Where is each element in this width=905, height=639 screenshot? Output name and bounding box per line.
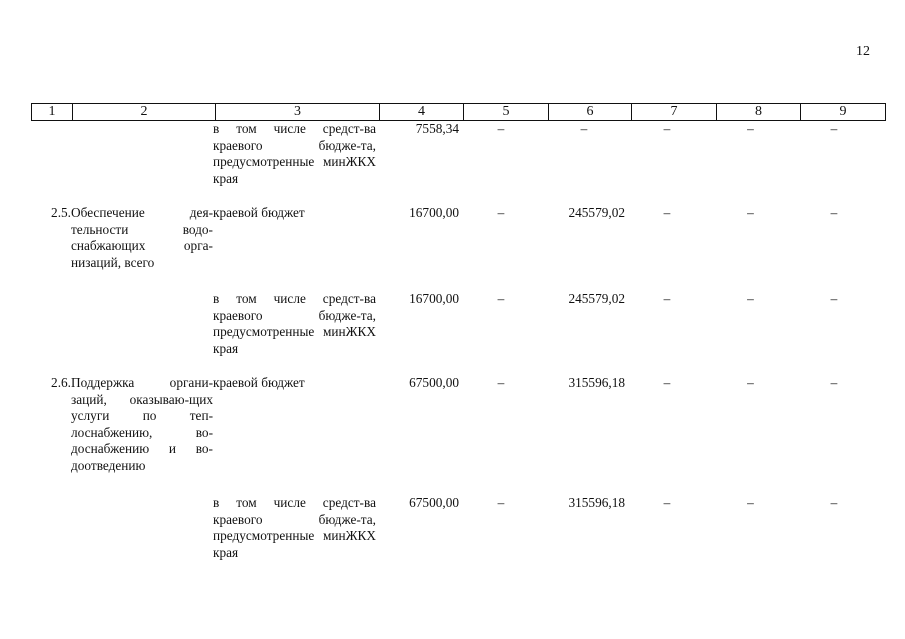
column-header-9: 9 bbox=[801, 104, 886, 121]
cell-col8: – bbox=[747, 205, 754, 220]
cell-col6: 245579,02 bbox=[568, 205, 625, 220]
cell-col8: – bbox=[747, 121, 754, 136]
row-source: в том числе средст-ва краевого бюдже-та, предусмотренные минЖКХ края bbox=[213, 291, 376, 356]
row-name bbox=[71, 291, 213, 375]
column-header-1: 1 bbox=[32, 104, 73, 121]
row-number bbox=[31, 121, 71, 205]
table-row bbox=[31, 375, 876, 495]
page-number: 12 bbox=[856, 44, 870, 59]
cell-col4: 67500,00 bbox=[409, 495, 459, 510]
column-header-7: 7 bbox=[632, 104, 717, 121]
row-number: 2.5. bbox=[51, 205, 71, 220]
column-header-4: 4 bbox=[380, 104, 464, 121]
table-row bbox=[31, 121, 876, 205]
cell-col9: – bbox=[830, 205, 838, 220]
cell-col7: – bbox=[663, 291, 671, 306]
row-name bbox=[71, 121, 213, 205]
row-source: краевой бюджет bbox=[213, 375, 305, 390]
cell-col9: – bbox=[830, 495, 838, 510]
cell-col8: – bbox=[747, 495, 754, 510]
cell-col5: – bbox=[497, 495, 505, 510]
column-header-2: 2 bbox=[73, 104, 216, 121]
column-header-row bbox=[32, 104, 886, 121]
row-name bbox=[71, 495, 213, 579]
row-number bbox=[31, 291, 71, 375]
column-header-3: 3 bbox=[216, 104, 380, 121]
column-header-5: 5 bbox=[464, 104, 549, 121]
cell-col4: 16700,00 bbox=[409, 205, 459, 220]
cell-col9: – bbox=[830, 121, 838, 136]
cell-col9: – bbox=[830, 291, 838, 306]
cell-col9: – bbox=[830, 375, 838, 390]
cell-col7: – bbox=[663, 375, 671, 390]
table-row bbox=[31, 291, 876, 375]
cell-col6: 315596,18 bbox=[568, 375, 625, 390]
cell-col5: – bbox=[497, 121, 505, 136]
cell-col5: – bbox=[497, 375, 505, 390]
column-header-table bbox=[31, 103, 886, 121]
column-header-8: 8 bbox=[717, 104, 801, 121]
row-source: в том числе средст-ва краевого бюдже-та, предусмотренные минЖКХ края bbox=[213, 121, 376, 186]
row-number bbox=[31, 495, 71, 579]
budget-table bbox=[31, 121, 876, 579]
cell-col4: 7558,34 bbox=[415, 121, 459, 136]
cell-col7: – bbox=[663, 121, 671, 136]
cell-col4: 67500,00 bbox=[409, 375, 459, 390]
table-row bbox=[31, 495, 876, 579]
row-number: 2.6. bbox=[51, 375, 71, 390]
column-header-6: 6 bbox=[549, 104, 632, 121]
row-name: Обеспечение дея-тельности водо-снабжающих орга-низаций, всего bbox=[71, 205, 213, 270]
cell-col7: – bbox=[663, 495, 671, 510]
cell-col6: – bbox=[580, 121, 588, 136]
cell-col7: – bbox=[663, 205, 671, 220]
row-name: Поддержка органи-заций, оказываю-щих услуги по теп-лоснабжению, во-доснабжению и во-доотведению bbox=[71, 375, 213, 473]
cell-col8: – bbox=[747, 291, 754, 306]
table-row bbox=[31, 205, 876, 291]
cell-col5: – bbox=[497, 205, 505, 220]
row-source: краевой бюджет bbox=[213, 205, 305, 220]
cell-col6: 245579,02 bbox=[568, 291, 625, 306]
cell-col6: 315596,18 bbox=[568, 495, 625, 510]
cell-col4: 16700,00 bbox=[409, 291, 459, 306]
cell-col5: – bbox=[497, 291, 505, 306]
row-source: в том числе средст-ва краевого бюдже-та, предусмотренные минЖКХ края bbox=[213, 495, 376, 560]
cell-col8: – bbox=[747, 375, 754, 390]
